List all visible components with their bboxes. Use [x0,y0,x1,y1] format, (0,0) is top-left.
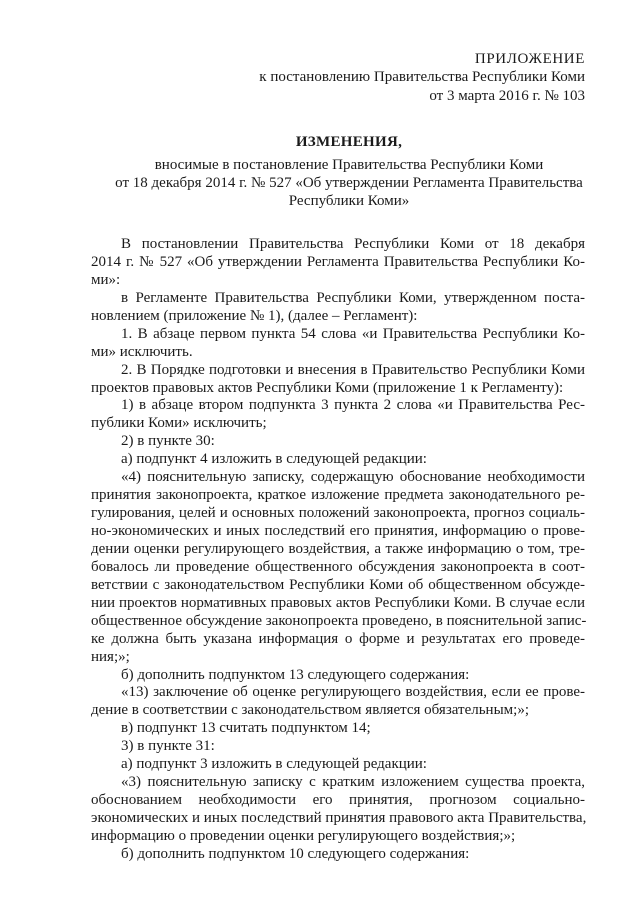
body-line: б) дополнить подпунктом 10 следующего содержания: [121,845,470,862]
body-line: новлением (приложение № 1), (далее – Регламент): [91,307,418,324]
body-line: 1) в абзаце втором подпункта 3 пункта 2 слова «и Правительства Рес- [121,397,585,414]
body-line: экономических и иных последствий принятия правового акта Правительства, [91,810,587,826]
body-line: ми»: [91,271,121,288]
document-subtitle-line-3: Республики Коми» [288,193,410,209]
body-line: в) подпункт 13 считать подпунктом 14; [121,720,371,737]
body-line: гулирования, целей и основных положений законопроекта, прогноз социаль- [91,505,585,522]
body-line: 3) в пункте 31: [121,738,215,755]
document-body [91,236,585,864]
body-line: ветствии с законодательством Республики Коми об общественном обсужде- [91,576,585,593]
body-line: дении оценки регулирующего воздействия, а также информацию о том, тре- [91,540,585,557]
body-line: ния;»; [91,648,130,665]
body-line: «13) заключение об оценке регулирующего воздействия, если ее прове- [121,684,585,701]
body-line: проектов правовых актов Республики Коми (приложение 1 к Регламенту): [91,379,564,396]
document-subtitle-line-1: вносимые в постановление Правительства Республики Коми [154,157,544,173]
appendix-label: ПРИЛОЖЕНИЕ [474,51,585,67]
body-line: 2. В Порядке подготовки и внесения в Правительство Республики Коми [121,361,585,378]
body-line: ке должна быть указана информация о форме и результатах его проведе- [91,630,585,647]
body-line: «4) пояснительную записку, содержащую обоснование необходимости [121,469,585,486]
body-line: 2) в пункте 30: [121,433,215,450]
body-line: информацию о проведении оценки регулирующего воздействия;»; [91,827,516,844]
body-line: 1. В абзаце первом пункта 54 слова «и Правительства Республики Ко- [121,325,585,342]
body-line: ми» исключить. [91,343,193,360]
body-line: а) подпункт 3 изложить в следующей редакции: [121,756,427,773]
body-line: «3) пояснительную записку с кратким изложением существа проекта, [121,774,585,791]
document-subtitle-line-2: от 18 декабря 2014 г. № 527 «Об утверждении Регламента Правительства [115,175,583,191]
body-line: в Регламенте Правительства Республики Коми, утвержденном поста- [121,289,585,306]
body-line: нии проектов нормативных правовых актов Республики Коми. В случае если [91,594,585,611]
body-line: публики Коми» исключить; [91,415,267,432]
appendix-date: от 3 марта 2016 г. № 103 [429,88,585,104]
body-line: 2014 г. № 527 «Об утверждении Регламента Правительства Республики Ко- [91,253,585,270]
body-line: б) дополнить подпунктом 13 следующего содержания: [121,666,470,683]
body-line: но-экономических и иных последствий его принятия, информацию о прове- [91,523,585,539]
body-line: общественное обсуждение законопроекта проведено, в пояснительной запис- [91,612,587,629]
document-heading: ИЗМЕНЕНИЯ, [295,134,403,150]
body-line: обоснованием необходимости его принятия, прогнозом социально- [91,792,585,809]
body-line: принятия законопроекта, краткое изложение предмета законодательного ре- [91,487,585,504]
body-line: а) подпункт 4 изложить в следующей редакции: [121,451,427,468]
body-line: В постановлении Правительства Республики Коми от 18 декабря [121,236,585,252]
body-line: бовалось ли проведение общественного обсуждения законопроекта в соот- [91,558,585,575]
body-line: дение в соответствии с законодательством является обязательным;»; [91,702,529,719]
appendix-reference: к постановлению Правительства Республики Коми [259,69,585,85]
